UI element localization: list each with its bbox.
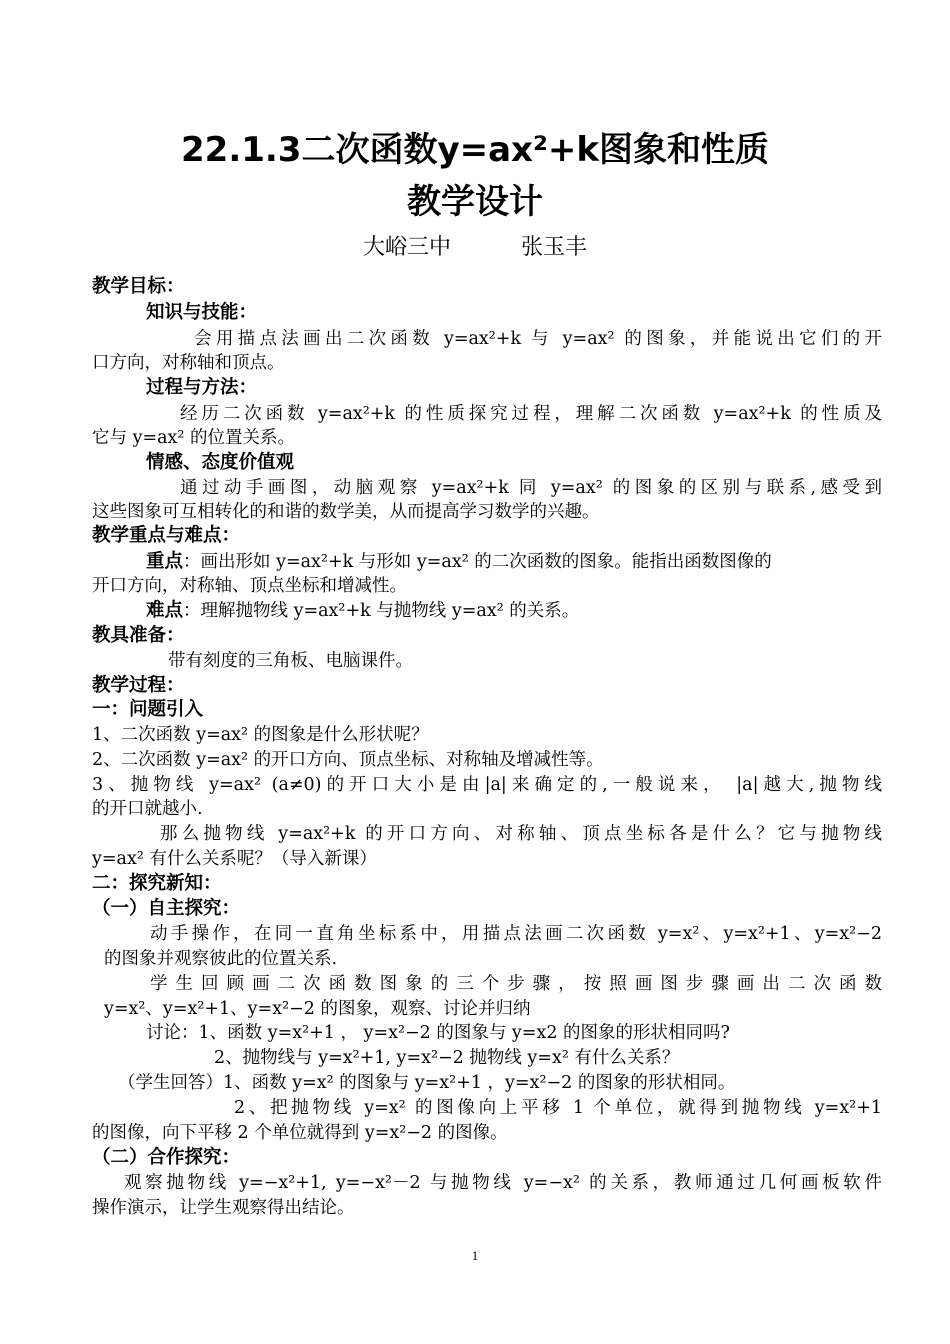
author-line [0,233,950,263]
process-heading: 教学过程： [92,675,185,696]
discussion-1: 讨论：1、函数 y=x²+1 ， y=x²−2 的图象与 y=x2 的图象的形状相同吗? [146,1023,730,1043]
difficulty-text: ：理解抛物线 y=ax²+k 与抛物线 y=ax² 的关系。 [183,601,580,621]
process-method-label: 过程与方法： [146,377,258,398]
author-name: 张玉丰 [521,235,588,260]
tools-text: 带有刻度的三角板、电脑课件。 [168,651,413,671]
difficulty-line [146,598,579,624]
knowledge-text-1: 会用描点法画出二次函数 y=ax²+k 与 y=ax² 的图象，并能说出它们的开 [194,329,882,349]
objectives-heading: 教学目标： [92,276,185,297]
sub1-para1-line-1: 动手操作，在同一直角坐标系中，用描点法画二次函数 y=x²、y=x²+1、y=x²−2 [150,924,882,944]
sub1-para2-line-2: y=x²、y=x²+1、y=x²−2 的图象，观察、讨论并归纳 [104,999,531,1019]
page-number: 1 [471,1248,479,1263]
knowledge-label: 知识与技能： [146,302,258,323]
emotion-text-1: 通过动手画图，动脑观察 y=ax²+k 同 y=ax² 的图象的区别与联系,感受到 [180,478,882,498]
difficulty-label: 难点 [146,600,184,621]
process-method-text-2: 它与 y=ax² 的位置关系。 [92,428,295,448]
sub1-heading: （一）自主探究： [92,898,241,919]
emotion-text-2: 这些图象可互相转化的和谐的数学美，从而提高学习数学的兴趣。 [92,502,600,522]
emotion-label: 情感、态度价值观 [146,452,295,473]
part1-heading: 一：问题引入 [92,699,204,720]
question-1: 1、二次函数 y=ax² 的图象是什么形状呢？ [92,725,429,745]
key-point-label: 重点 [146,551,184,572]
document-subtitle: 教学设计 [407,182,543,222]
question-3-line-1: 3、抛物线 y=ax² (a≠0)的开口大小是由|a|来确定的,一般说来， |a|越大,抛物线 [92,775,882,795]
part2-heading: 二：探究新知： [92,873,222,894]
answer-1: （学生回答）1、函数 y=x² 的图象与 y=x²+1 ，y=x²−2 的图象的形状相同。 [118,1073,736,1093]
document-title: 22.1.3二次函数y=ax²+k图象和性质 [181,130,769,170]
answer-2-line-2: 的图像，向下平移 2 个单位就得到 y=x²−2 的图像。 [92,1123,508,1143]
key-point-text-2: 开口方向，对称轴、顶点坐标和增减性。 [92,576,407,596]
process-method-text-1: 经历二次函数 y=ax²+k 的性质探究过程，理解二次函数 y=ax²+k 的性质及 [180,404,882,424]
sub2-para-line-2: 操作演示，让学生观察得出结论。 [92,1198,355,1218]
discussion-2: 2、抛物线与 y=x²+1, y=x²−2 抛物线 y=x² 有什么关系？ [214,1048,680,1068]
keypoints-heading: 教学重点与难点： [92,525,241,546]
knowledge-text-2: 口方向，对称轴和顶点。 [92,353,285,373]
tools-heading: 教具准备： [92,625,185,646]
question-2: 2、二次函数 y=ax² 的开口方向、顶点坐标、对称轴及增减性等。 [92,750,604,770]
sub2-para-line-1: 观察抛物线 y=−x²+1, y=−x²－2 与抛物线 y=−x² 的关系，教师通过几何画板软件 [124,1173,882,1193]
sub2-heading: （二）合作探究： [92,1147,241,1168]
answer-2-line-1: 2、把抛物线 y=x² 的图像向上平移 1 个单位，就得到抛物线 y=x²+1 [234,1098,882,1118]
author-school: 大峪三中 [362,235,451,260]
question-4-line-1: 那么抛物线 y=ax²+k 的开口方向、对称轴、顶点坐标各是什么？它与抛物线 [160,824,882,844]
question-4-line-2: y=ax² 有什么关系呢？（导入新课） [92,849,377,869]
key-point-text-1: ：画出形如 y=ax²+k 与形如 y=ax² 的二次函数的图象。能指出函数图像的 [183,552,772,572]
question-3-line-2: 的开口就越小. [92,799,203,819]
sub1-para2-line-1: 学生回顾画二次函数图象的三个步骤，按照画图步骤画出二次函数 [150,974,882,994]
sub1-para1-line-2: 的图象并观察彼此的位置关系. [104,949,338,969]
key-point-line-1 [146,549,882,575]
